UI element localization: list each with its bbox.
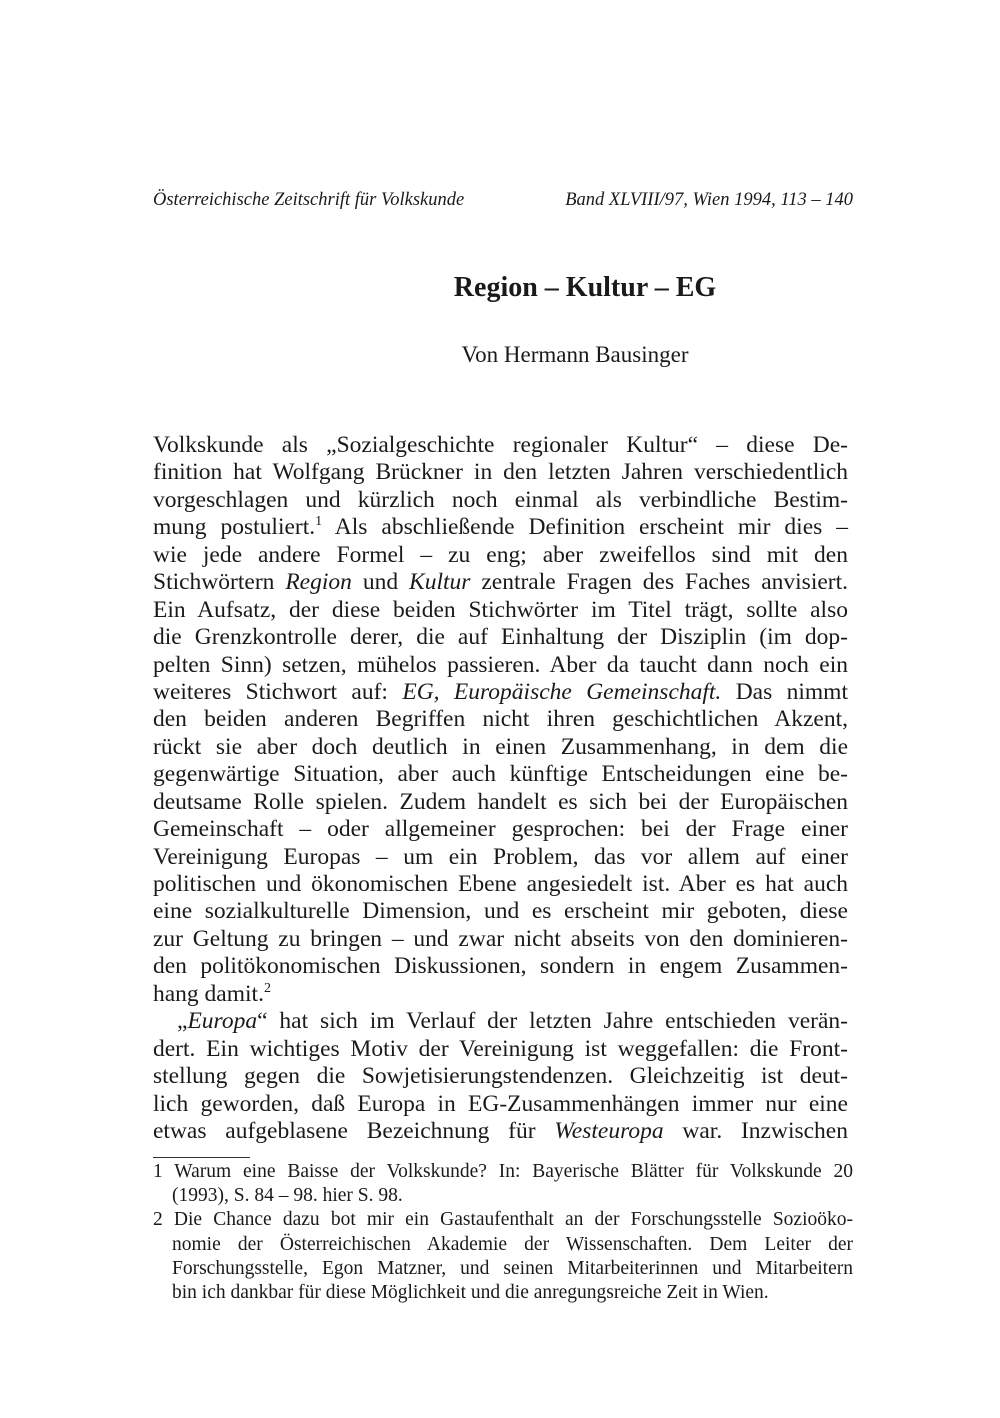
journal-name: Österreichische Zeitschrift für Volkskunde: [153, 190, 465, 210]
body-line: [153, 459, 848, 486]
italic-text: Westeuropa: [554, 1117, 664, 1144]
text-segment: Gemeinschaft – oder allgemeiner gesprochen: bei der Frage einer: [153, 816, 848, 843]
text-segment: gegenwärtige Situation, aber auch künftige Entscheidungen eine be-: [153, 761, 848, 788]
text-segment: Das nimmt: [721, 678, 848, 705]
italic-text: Region: [285, 569, 352, 596]
text-segment: deutsame Rolle spielen. Zudem handelt es sich bei der Europäischen: [153, 788, 848, 815]
text-segment: den politökonomischen Diskussionen, sondern in engem Zusammen-: [153, 953, 848, 980]
body-line: [153, 597, 848, 624]
body-line: [153, 926, 848, 953]
footnote-line: 2 Die Chance dazu bot mir ein Gastaufenthalt an der Forschungsstelle Sozioöko-: [153, 1209, 853, 1231]
body-line: [153, 1063, 848, 1090]
body-line: [153, 432, 848, 459]
body-line: [153, 871, 848, 898]
article-title-block: [0, 272, 1000, 304]
text-segment: war. Inzwischen: [663, 1117, 848, 1144]
body-line: [153, 898, 848, 925]
body-line: [153, 652, 848, 679]
footnote-line: 1 Warum eine Baisse der Volkskunde? In: Bayerische Blätter für Volkskunde 20: [153, 1161, 853, 1182]
body-line: [153, 816, 848, 843]
body-line: [153, 789, 848, 816]
body-line: [153, 981, 848, 1008]
text-segment: lich geworden, daß Europa in EG-Zusammenhängen immer nur eine: [153, 1090, 848, 1117]
text-segment: eine sozialkulturelle Dimension, und es erscheint mir geboten, diese: [153, 898, 848, 925]
footnote-1: [153, 1160, 853, 1208]
text-segment: Ein Aufsatz, der diese beiden Stichwörter im Titel trägt, sollte also: [153, 596, 848, 623]
body-line: [153, 569, 848, 596]
body-line: [153, 1118, 848, 1145]
running-header: [153, 190, 853, 211]
footnote-divider: [153, 1157, 250, 1158]
italic-text: EG, Europäische Gemeinschaft.: [402, 678, 722, 705]
text-segment: und: [351, 569, 410, 596]
text-segment: vorgeschlagen und kürzlich noch einmal als verbindliche Bestim-: [153, 486, 848, 513]
footnotes: [153, 1160, 853, 1305]
author-byline: Von Hermann Bausinger: [461, 342, 689, 367]
text-segment: weiteres Stichwort auf:: [153, 678, 403, 705]
footnote-line: (1993), S. 84 – 98. hier S. 98.: [172, 1185, 403, 1207]
italic-text: Europa: [187, 1008, 258, 1035]
text-segment: „: [177, 1008, 188, 1035]
text-segment: wie jede andere Formel – zu eng; aber zweifellos sind mit den: [153, 541, 848, 568]
article-title: Region – Kultur – EG: [453, 272, 717, 303]
text-segment: den beiden anderen Begriffen nicht ihren geschichtlichen Akzent,: [153, 706, 848, 733]
text-segment: Stichwörtern: [153, 569, 286, 596]
footnote-line: Forschungsstelle, Egon Matzner, und seinen Mitarbeiterinnen und Mitarbeitern: [172, 1257, 853, 1279]
text-segment: finition hat Wolfgang Brückner in den letzten Jahren verschiedentlich: [153, 459, 848, 486]
body-line: [153, 706, 848, 733]
text-segment: Als abschließende Definition erscheint mir dies –: [322, 514, 849, 541]
footnote-ref: 1: [315, 514, 323, 530]
footnote-line: nomie der Österreichischen Akademie der Wissenschaften. Dem Leiter der: [172, 1233, 853, 1255]
body-line: [153, 953, 848, 980]
text-segment: mung postuliert.: [153, 514, 316, 541]
text-segment: die Grenzkontrolle derer, die auf Einhaltung der Disziplin (im dop-: [153, 624, 848, 651]
body-line: [153, 761, 848, 788]
footnote-line: bin ich dankbar für diese Möglichkeit und die anregungsreiche Zeit in Wien.: [172, 1281, 769, 1303]
volume-info: Band XLVIII/97, Wien 1994, 113 – 140: [565, 190, 853, 210]
text-segment: hang damit.: [153, 980, 264, 1007]
footnote-2: [153, 1208, 853, 1305]
body-line: [153, 844, 848, 871]
body-line: [153, 624, 848, 651]
text-segment: Volkskunde als „Sozialgeschichte regionaler Kultur“ – diese De-: [153, 432, 848, 458]
text-segment: zur Geltung zu bringen – und zwar nicht abseits von den dominieren-: [153, 925, 848, 952]
author-block: [0, 342, 1000, 368]
body-line: [153, 542, 848, 569]
italic-text: Kultur: [409, 569, 471, 596]
body-line: [153, 734, 848, 761]
text-segment: stellung gegen die Sowjetisierungstendenzen. Gleichzeitig ist deut-: [153, 1063, 848, 1090]
text-segment: politischen und ökonomischen Ebene angesiedelt ist. Aber es hat auch: [153, 871, 848, 897]
body-line: [153, 1008, 848, 1035]
body-line: [153, 679, 848, 706]
article-body: [153, 432, 848, 1145]
text-segment: “ hat sich im Verlauf der letzten Jahre entschieden verän-: [257, 1008, 848, 1035]
text-segment: rückt sie aber doch deutlich in einen Zusammenhang, in dem die: [153, 733, 848, 760]
body-line: [153, 1091, 848, 1118]
body-line: [153, 487, 848, 514]
text-segment: etwas aufgeblasene Bezeichnung für: [153, 1117, 555, 1144]
body-line: [153, 514, 848, 541]
body-line: [153, 1036, 848, 1063]
text-segment: zentrale Fragen des Faches anvisiert.: [470, 569, 849, 596]
footnote-ref: 2: [263, 980, 271, 996]
text-segment: Vereinigung Europas – um ein Problem, das vor allem auf einer: [153, 843, 848, 870]
text-segment: pelten Sinn) setzen, mühelos passieren. Aber da taucht dann noch ein: [153, 651, 848, 678]
text-segment: dert. Ein wichtiges Motiv der Vereinigung ist weggefallen: die Front-: [153, 1035, 848, 1062]
